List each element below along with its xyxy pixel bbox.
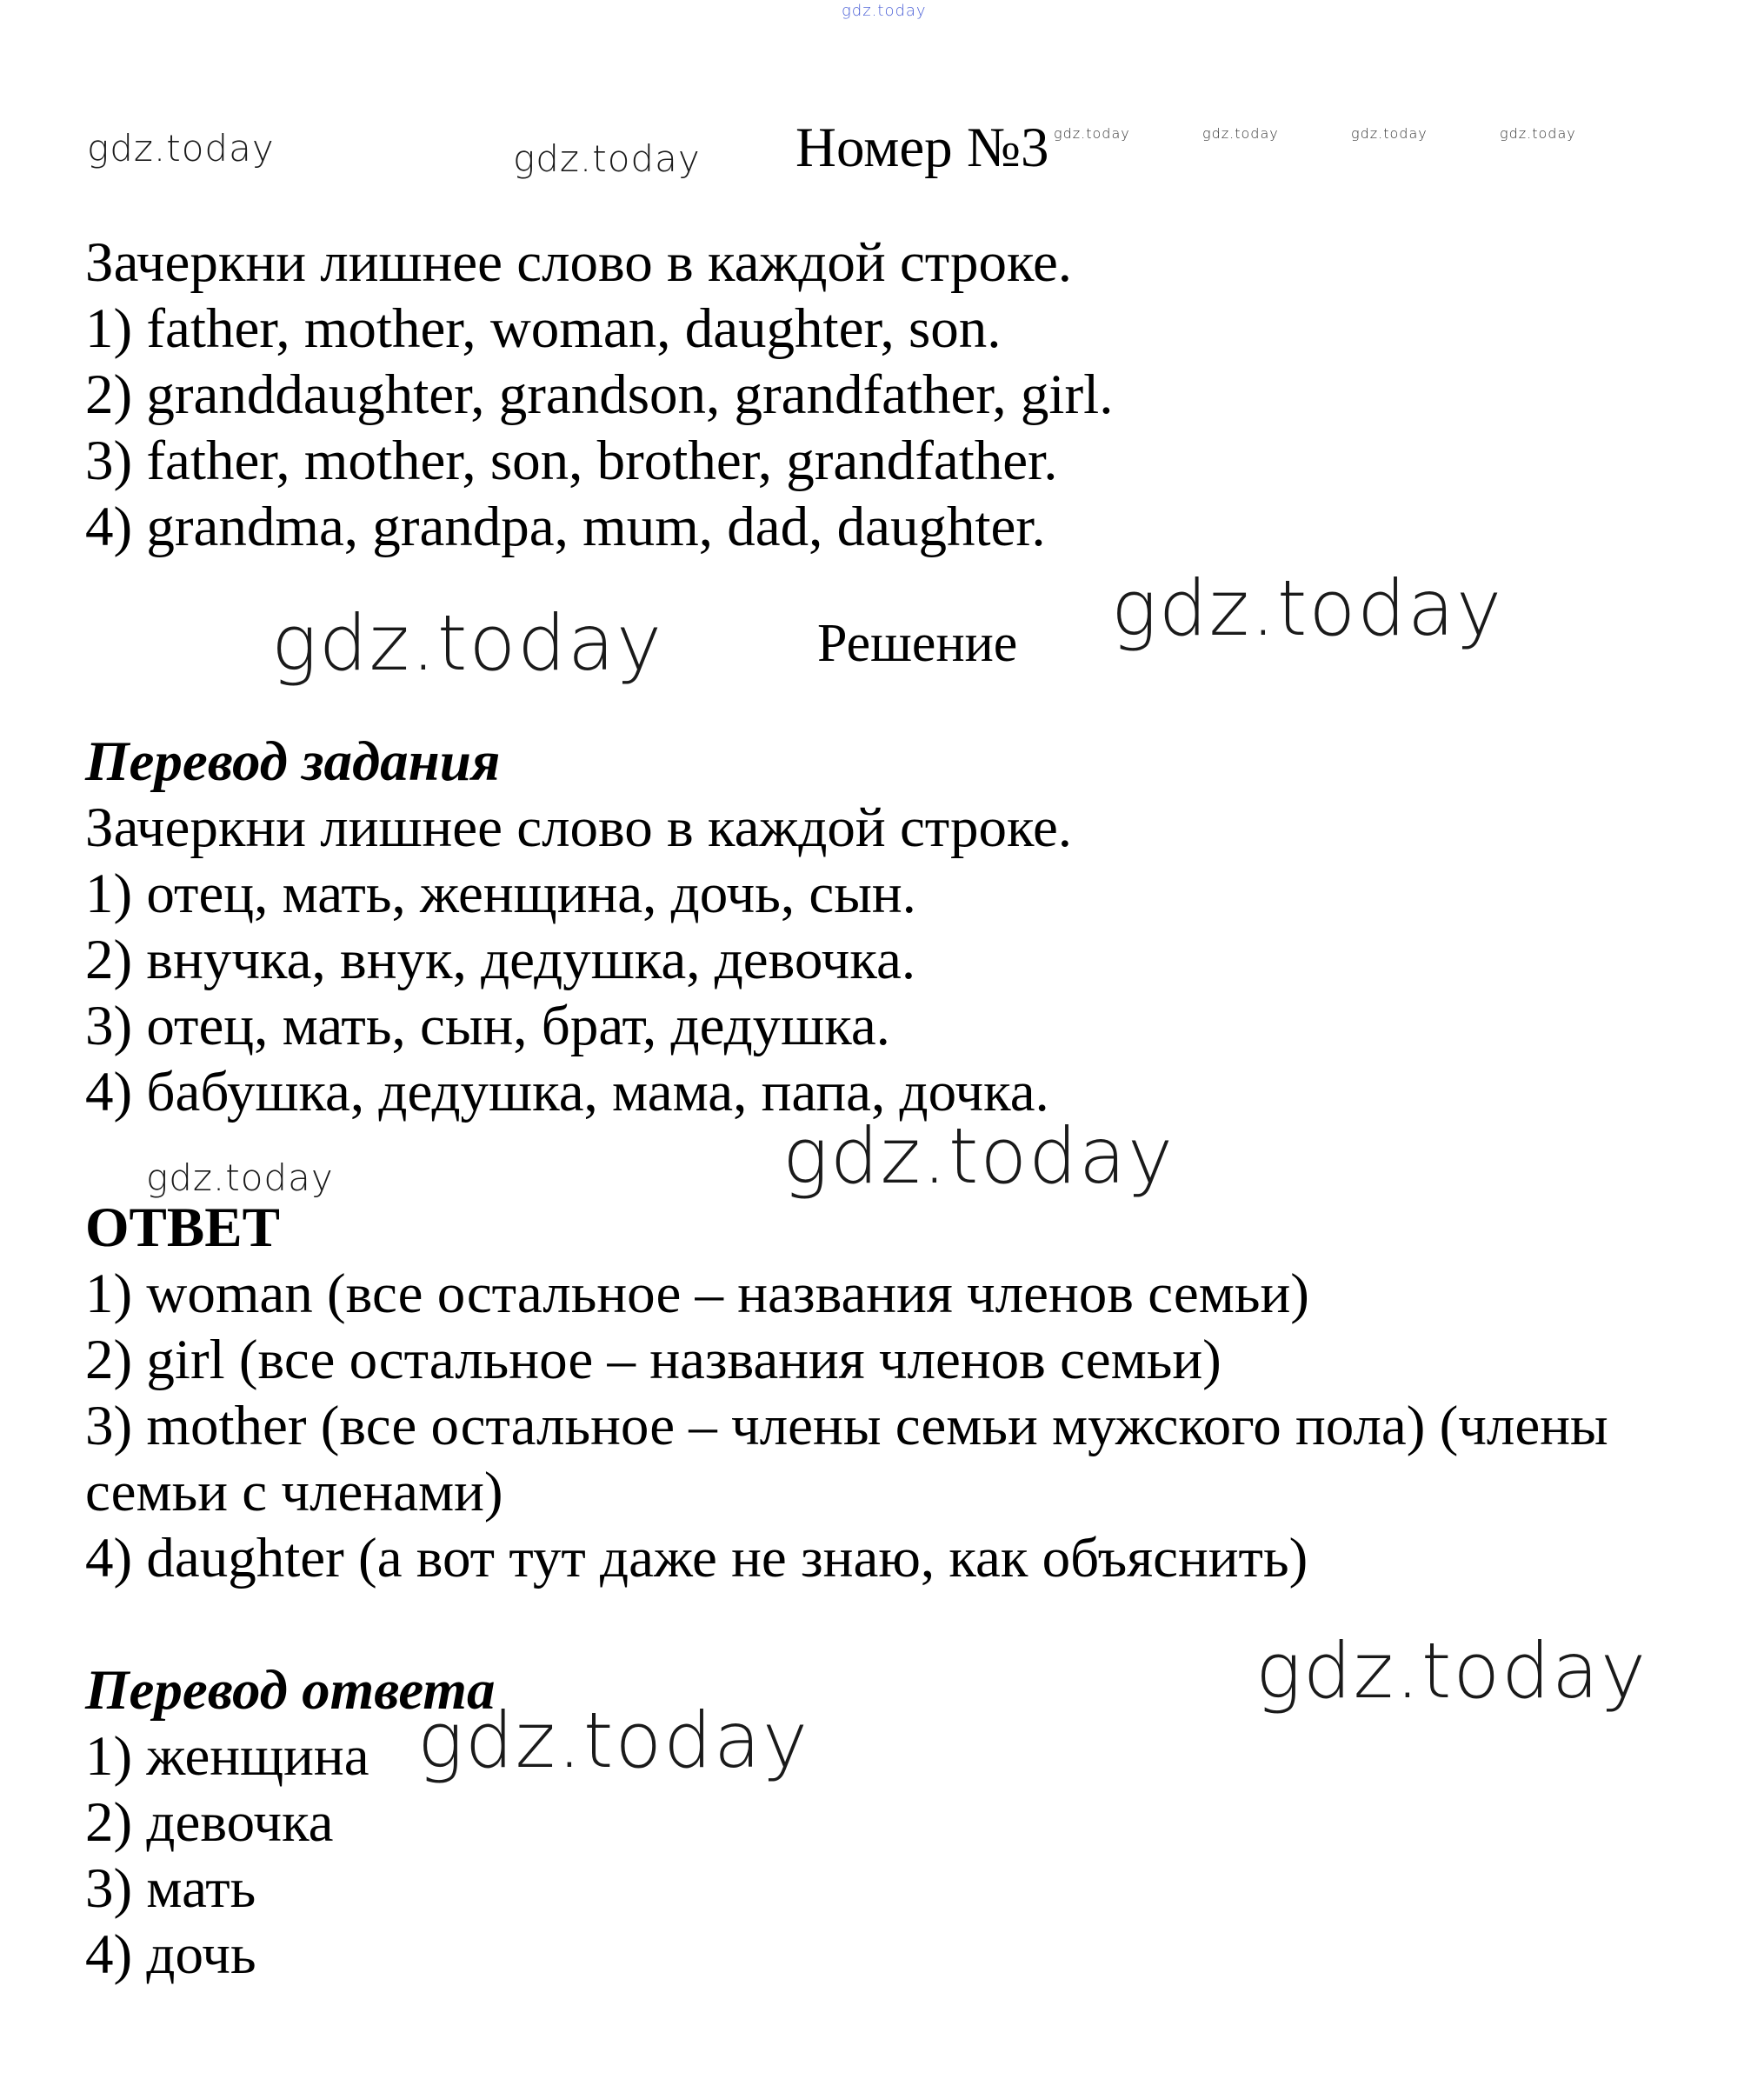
watermark: gdz.today — [1202, 125, 1279, 142]
translation-answer-heading: Перевод ответа — [85, 1659, 496, 1722]
answer-line: семьи с членами) — [85, 1461, 503, 1523]
task-item: 3) father, mother, son, brother, grandfather. — [85, 430, 1058, 492]
watermark: gdz.today — [417, 1696, 810, 1785]
watermark: gdz.today — [1351, 125, 1428, 142]
answer-line: 3) mother (все остальное – члены семьи мужского пола) (члены — [85, 1395, 1608, 1457]
watermark: gdz.today — [1500, 125, 1576, 142]
watermark: gdz.today — [87, 127, 275, 170]
answer-line: 1) woman (все остальное – названия членов семьи) — [85, 1263, 1309, 1325]
answer-line: 4) daughter (а вот тут даже не знаю, как объяснить) — [85, 1527, 1308, 1589]
translation-answer-item: 3) мать — [85, 1857, 256, 1920]
translation-answer-item: 4) дочь — [85, 1923, 256, 1986]
watermark: gdz.today — [146, 1156, 334, 1199]
answer-line: 2) girl (все остальное – названия членов семьи) — [85, 1329, 1221, 1391]
task-instruction: Зачеркни лишнее слово в каждой строке. — [85, 231, 1073, 294]
watermark: gdz.today — [1255, 1626, 1648, 1716]
watermark: gdz.today — [271, 598, 664, 688]
watermark: gdz.today — [513, 137, 701, 180]
solution-label: Решение — [817, 614, 1018, 673]
watermark: gdz.today — [782, 1111, 1175, 1201]
translation-task-item: 3) отец, мать, сын, брат, дедушка. — [85, 995, 890, 1057]
task-item: 1) father, mother, woman, daughter, son. — [85, 297, 1002, 360]
translation-task-item: 2) внучка, внук, дедушка, девочка. — [85, 929, 916, 991]
translation-answer-item: 1) женщина — [85, 1725, 369, 1788]
translation-task-item: 4) бабушка, дедушка, мама, папа, дочка. — [85, 1061, 1049, 1123]
translation-task-instruction: Зачеркни лишнее слово в каждой строке. — [85, 796, 1073, 859]
watermark: gdz.today — [842, 2, 927, 20]
task-item: 2) granddaughter, grandson, grandfather, girl. — [85, 363, 1114, 426]
page-title: Номер №3 — [795, 117, 1049, 179]
translation-task-item: 1) отец, мать, женщина, дочь, сын. — [85, 863, 916, 925]
translation-task-heading: Перевод задания — [85, 730, 501, 793]
watermark: gdz.today — [1054, 125, 1130, 142]
task-item: 4) grandma, grandpa, mum, dad, daughter. — [85, 496, 1046, 558]
watermark: gdz.today — [1111, 563, 1504, 653]
translation-answer-item: 2) девочка — [85, 1791, 334, 1854]
answer-heading: ОТВЕТ — [85, 1196, 280, 1259]
